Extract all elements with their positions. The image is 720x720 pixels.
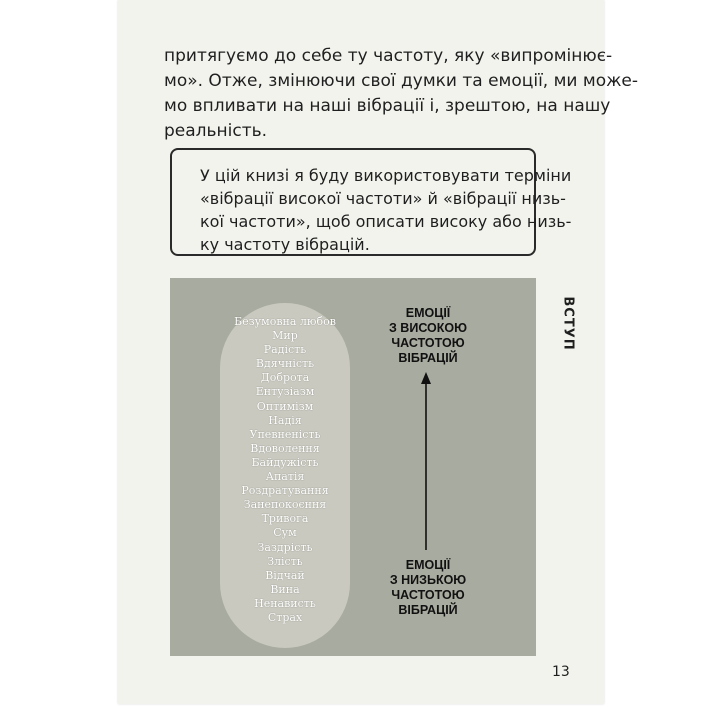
section-tab	[554, 292, 582, 354]
emotion-item: Вдячність	[255, 357, 315, 371]
low-frequency-label	[370, 558, 486, 618]
emotion-item: Упевненість	[249, 427, 321, 441]
emotion-item: Заздрість	[257, 540, 313, 554]
paragraph-line: реальність.	[164, 121, 268, 141]
emotion-item: Страх	[267, 610, 303, 624]
label-line: З ВИСОКОЮ	[389, 321, 467, 335]
emotion-item: Занепокоєння	[243, 498, 327, 512]
emotion-item: Роздратування	[241, 484, 329, 498]
emotion-item: Сум	[273, 526, 297, 540]
label-line: ВІБРАЦІЙ	[398, 603, 458, 617]
note-line: ку частоту вібрацій.	[200, 235, 370, 254]
emotion-item: Злість	[267, 554, 303, 568]
note-line: «вібрації високої частоти» й «вібрації низь-	[200, 189, 566, 208]
emotion-item: Відчай	[265, 568, 305, 582]
note-text	[200, 164, 572, 256]
emotion-item: Радість	[263, 343, 307, 357]
body-paragraph	[164, 44, 639, 144]
emotion-item: Тривога	[261, 512, 309, 526]
emotion-list	[220, 315, 350, 625]
emotion-item: Безумовна любов	[234, 315, 336, 328]
note-line: кої частоти», щоб описати високу або низь-	[200, 212, 572, 231]
emotion-item: Вдоволення	[250, 441, 320, 455]
label-line: ВІБРАЦІЙ	[398, 351, 458, 365]
label-line: ЧАСТОТОЮ	[391, 588, 465, 602]
paragraph-line: мо впливати на наші вібрації і, зрештою, на нашу	[164, 96, 611, 116]
emotion-item: Байдужість	[251, 455, 319, 469]
paragraph-line: притягуємо до себе ту частоту, яку «випромінює-	[164, 46, 613, 66]
emotion-item: Ентузіазм	[255, 385, 315, 399]
section-tab-label: ВСТУП	[560, 295, 576, 351]
arrow-up-icon	[416, 372, 436, 552]
emotion-item: Доброта	[260, 371, 310, 385]
page-number: 13	[552, 664, 570, 680]
label-line: ЕМОЦІЇ	[405, 306, 451, 320]
emotion-item: Мир	[272, 329, 298, 343]
paragraph-line: мо». Отже, змінюючи свої думки та емоції, ми може-	[164, 71, 639, 91]
emotion-item: Оптимізм	[256, 399, 314, 413]
high-frequency-label	[370, 306, 486, 366]
emotion-item: Вина	[270, 582, 300, 596]
emotion-item: Ненависть	[254, 596, 316, 610]
label-line: ЕМОЦІЇ	[405, 558, 451, 572]
emotion-scale-diagram	[170, 278, 536, 656]
emotion-item: Апатія	[265, 470, 305, 484]
label-line: З НИЗЬКОЮ	[389, 573, 467, 587]
emotion-item: Надія	[268, 413, 302, 427]
label-line: ЧАСТОТОЮ	[391, 336, 465, 350]
note-line: У цій книзі я буду використовувати терміни	[200, 166, 572, 185]
